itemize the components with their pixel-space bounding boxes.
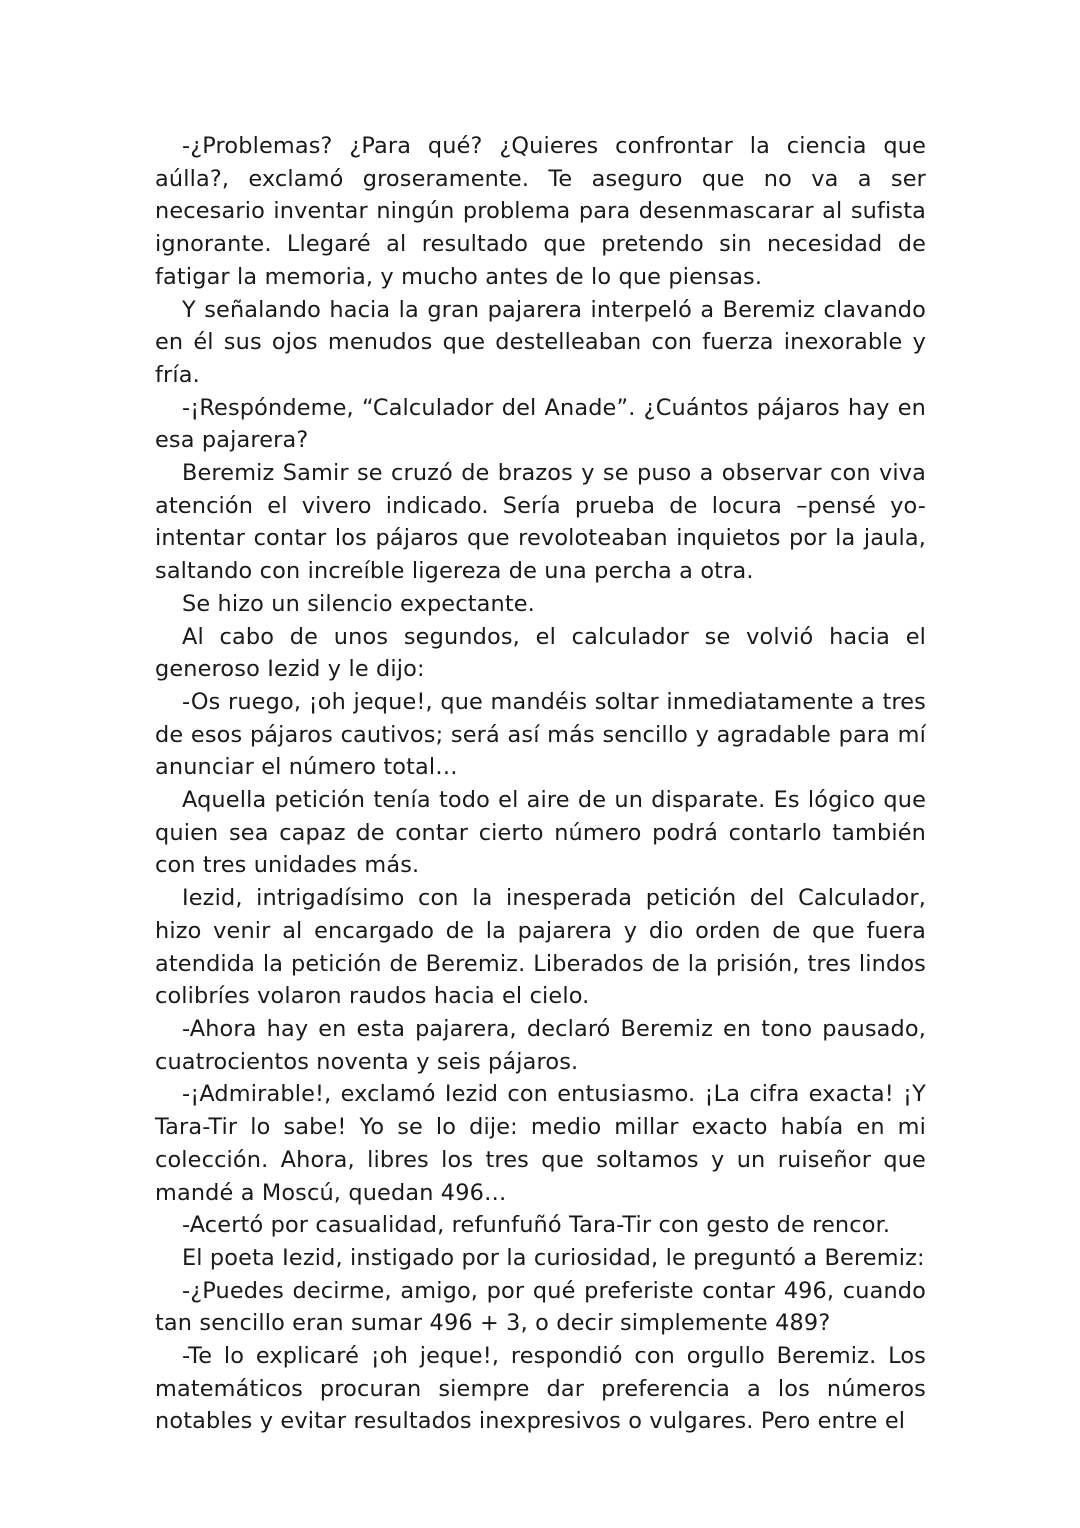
- paragraph: Iezid, intrigadísimo con la inesperada petición del Calculador, hizo venir al encargado de la pajarera y dio orden de que fuera atendida la petición de Beremiz. Liberados de la prisión, tres lindos colibríes volaron raudos hacia el cielo.: [155, 885, 926, 1010]
- paragraph: El poeta Iezid, instigado por la curiosidad, le preguntó a Beremiz:: [182, 1244, 925, 1271]
- paragraph: -¿Puedes decirme, amigo, por qué preferiste contar 496, cuando tan sencillo eran sumar 496 + 3, o decir simplemente 489?: [155, 1277, 926, 1337]
- paragraph: Y señalando hacia la gran pajarera interpeló a Beremiz clavando en él sus ojos menudos que destelleaban con fuerza inexorable y fría.: [155, 296, 926, 388]
- paragraph: -¡Respóndeme, “Calculador del Anade”. ¿Cuántos pájaros hay en esa pajarera?: [155, 394, 926, 454]
- paragraph: Aquella petición tenía todo el aire de un disparate. Es lógico que quien sea capaz de contar cierto número podrá contarlo también con tres unidades más.: [155, 787, 926, 879]
- paragraph: -¡Admirable!, exclamó Iezid con entusiasmo. ¡La cifra exacta! ¡Y Tara-Tir lo sabe! Yo se lo dije: medio millar exacto había en mi colección. Ahora, libres los tres que soltamos y un ruiseñor que mandé a Moscú, quedan 496…: [155, 1081, 926, 1206]
- paragraph: Se hizo un silencio expectante.: [182, 590, 535, 617]
- paragraph: -Acertó por casualidad, refunfuñó Tara-Tir con gesto de rencor.: [182, 1212, 891, 1239]
- paragraph: Al cabo de unos segundos, el calculador se volvió hacia el generoso Iezid y le dijo:: [155, 623, 926, 683]
- paragraph: -Te lo explicaré ¡oh jeque!, respondió con orgullo Beremiz. Los matemáticos procuran siempre dar preferencia a los números notables y evitar resultados inexpresivos o vulgares. Pero entre el: [155, 1343, 926, 1435]
- paragraph: -¿Problemas? ¿Para qué? ¿Quieres confrontar la ciencia que aúlla?, exclamó groseramente. Te aseguro que no va a ser necesario inventar ningún problema para desenmascarar al sufista ignorante. Llegaré al resultado que pretendo sin necesidad de fatigar la memoria, y mucho antes de lo que piensas.: [155, 133, 926, 290]
- paragraph: Beremiz Samir se cruzó de brazos y se puso a observar con viva atención el vivero indicado. Sería prueba de locura –pensé yo- intentar contar los pájaros que revoloteaban inquietos por la jaula, saltando con increíble ligereza de una percha a otra.: [155, 460, 926, 585]
- page-body: [155, 130, 926, 1438]
- paragraph: -Os ruego, ¡oh jeque!, que mandéis soltar inmediatamente a tres de esos pájaros cautivos; será así más sencillo y agradable para mí anunciar el número total…: [155, 688, 926, 781]
- paragraph: -Ahora hay en esta pajarera, declaró Beremiz en tono pausado, cuatrocientos noventa y seis pájaros.: [155, 1015, 926, 1075]
